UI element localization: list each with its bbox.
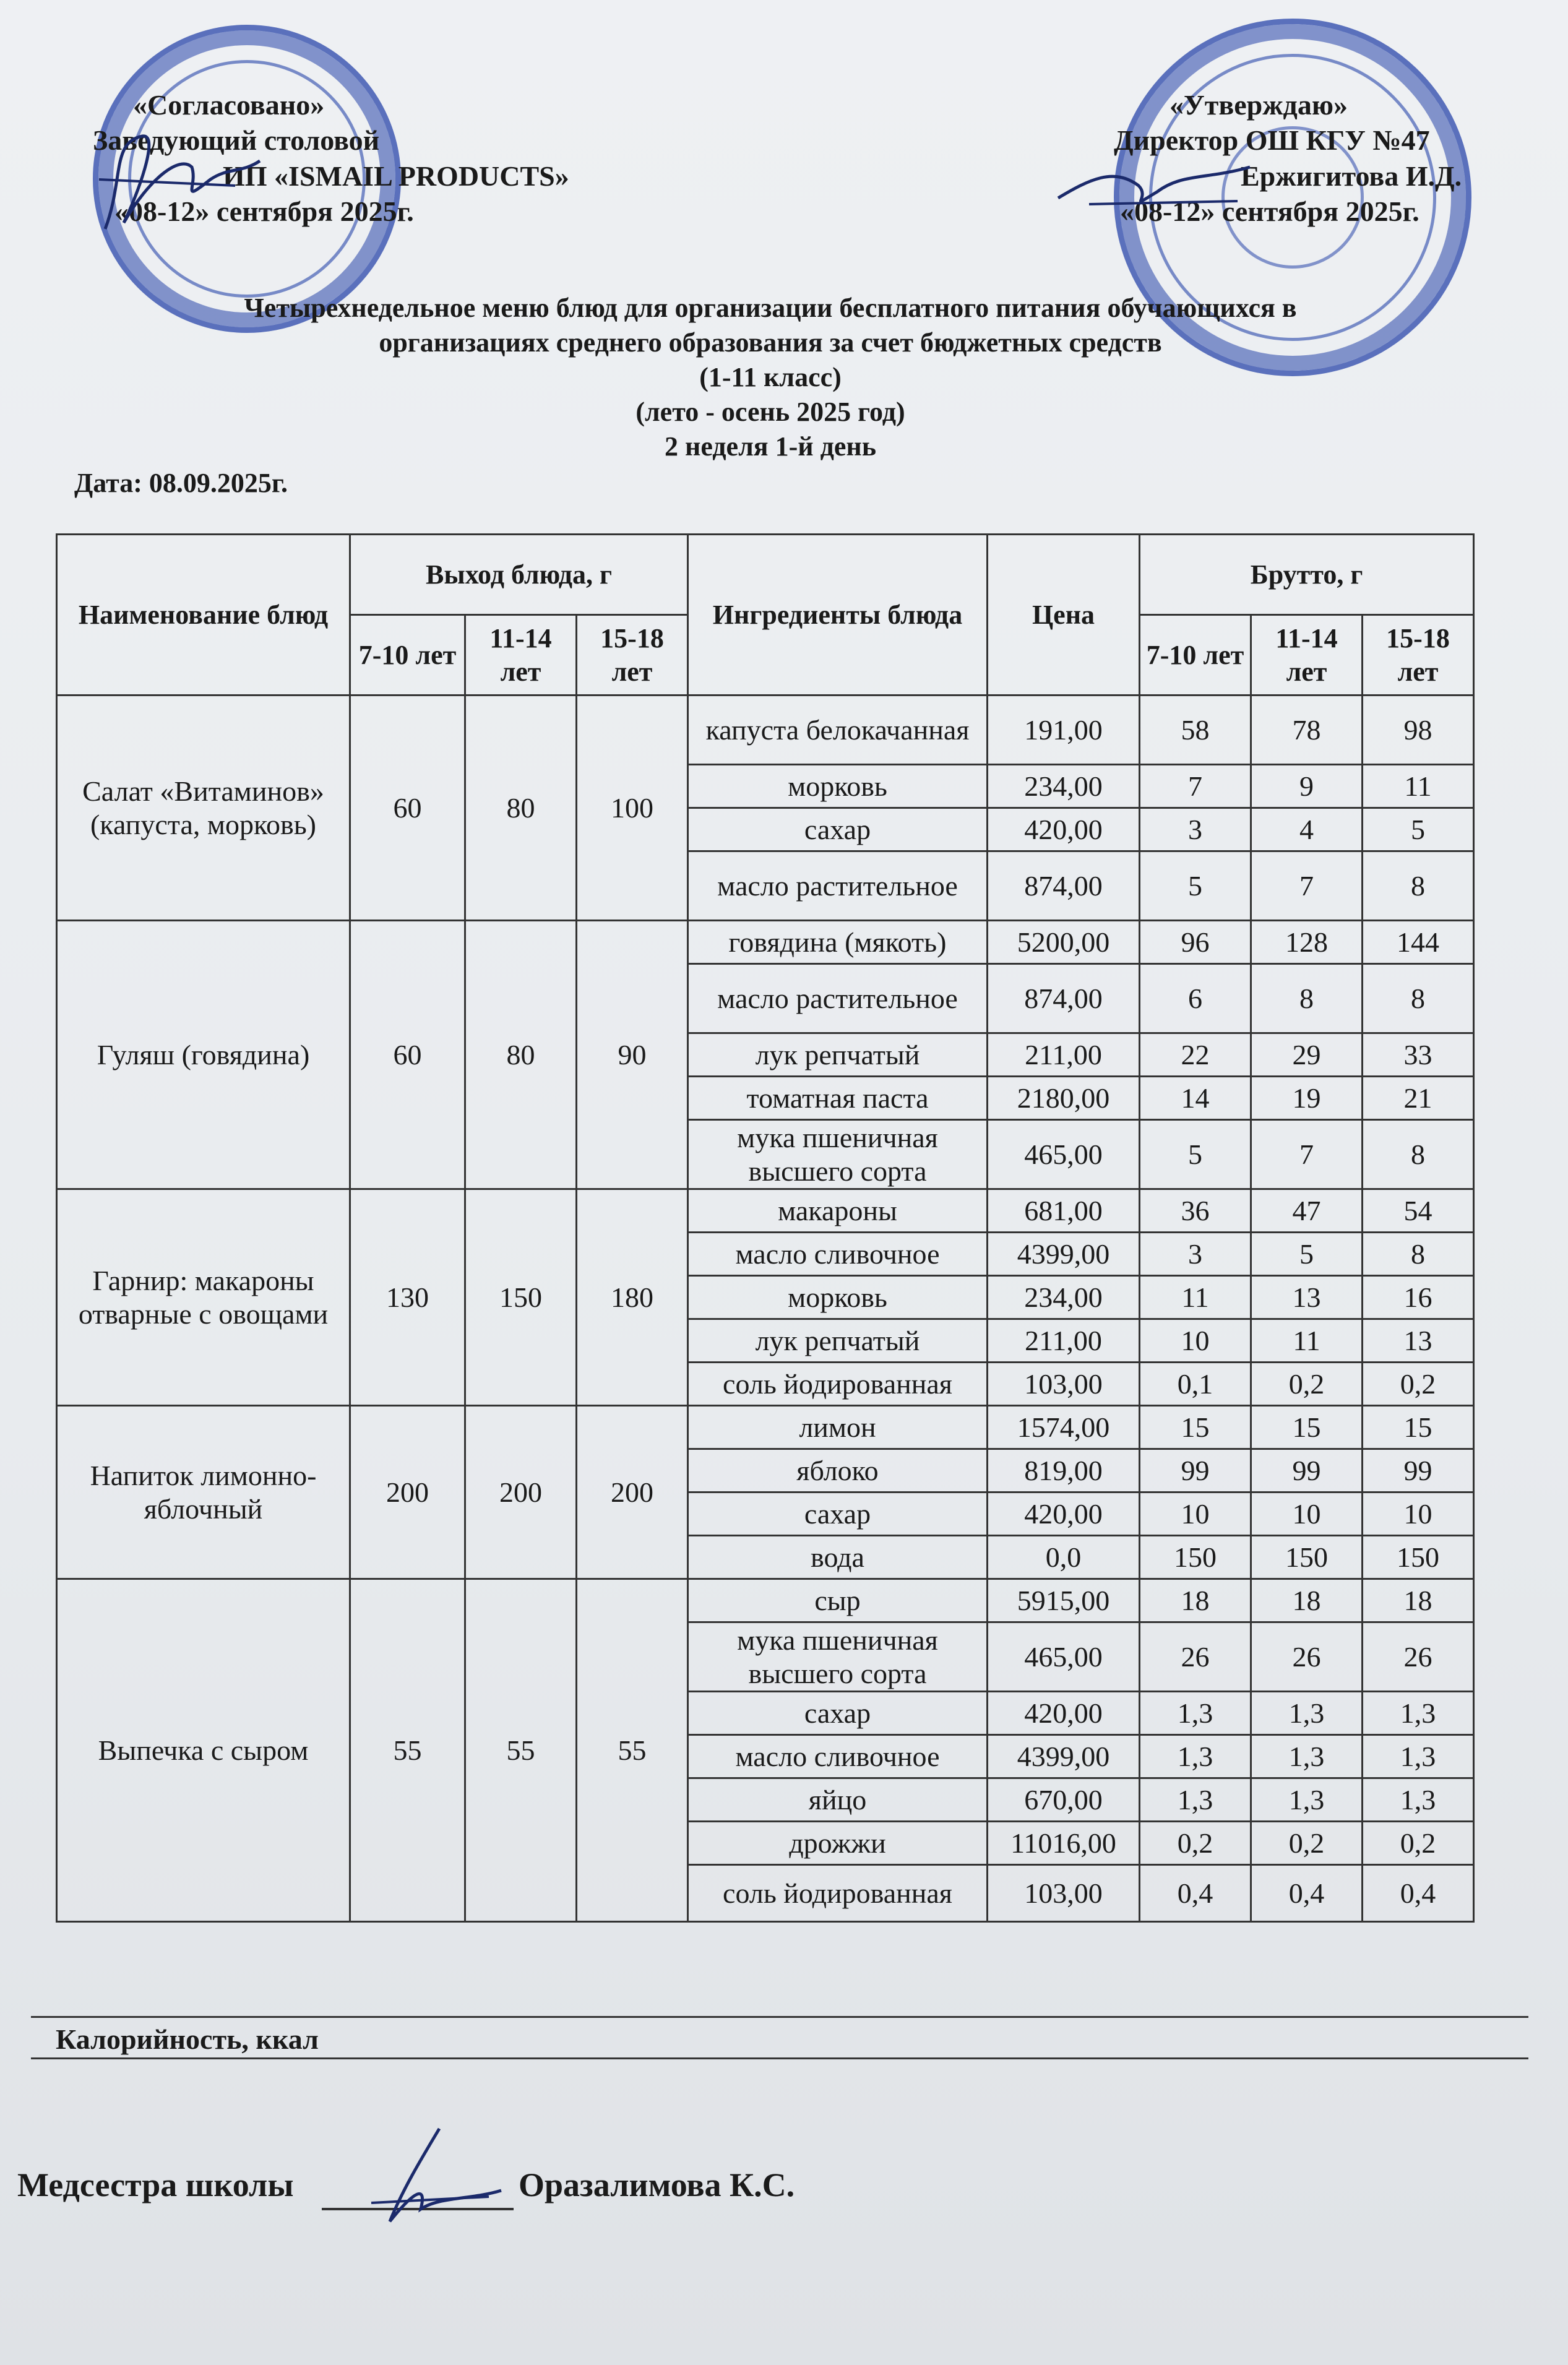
brutto-11-14: 0,4	[1251, 1865, 1363, 1922]
ingredient-name: вода	[688, 1536, 988, 1579]
ingredient-price: 211,00	[988, 1033, 1140, 1077]
calories-row: Калорийность, ккал	[31, 2016, 1528, 2059]
ingredient-price: 420,00	[988, 1692, 1140, 1735]
brutto-7-10: 10	[1140, 1493, 1251, 1536]
brutto-11-14: 1,3	[1251, 1735, 1363, 1778]
brutto-11-14: 8	[1251, 964, 1363, 1033]
header-brutto-7-10: 7-10 лет	[1140, 615, 1251, 696]
ingredient-name: сыр	[688, 1579, 988, 1622]
brutto-15-18: 8	[1363, 1120, 1474, 1189]
brutto-7-10: 10	[1140, 1319, 1251, 1363]
brutto-7-10: 0,2	[1140, 1822, 1251, 1865]
dish-output-7-10: 200	[350, 1406, 465, 1579]
ingredient-price: 103,00	[988, 1363, 1140, 1406]
brutto-7-10: 22	[1140, 1033, 1251, 1077]
header-brutto-11-14: 11-14 лет	[1251, 615, 1363, 696]
ingredient-name: морковь	[688, 765, 988, 808]
dish-name: Выпечка с сыром	[57, 1579, 350, 1922]
ingredient-name: томатная паста	[688, 1077, 988, 1120]
ingredient-name: яблоко	[688, 1449, 988, 1493]
brutto-11-14: 1,3	[1251, 1692, 1363, 1735]
dish-name: Напиток лимонно-яблочный	[57, 1406, 350, 1579]
brutto-15-18: 0,2	[1363, 1363, 1474, 1406]
ingredient-price: 211,00	[988, 1319, 1140, 1363]
dish-output-7-10: 55	[350, 1579, 465, 1922]
dish-output-11-14: 80	[465, 696, 577, 921]
ingredient-name: дрожжи	[688, 1822, 988, 1865]
ingredient-price: 4399,00	[988, 1735, 1140, 1778]
ingredient-row	[57, 696, 1474, 765]
brutto-7-10: 3	[1140, 808, 1251, 851]
brutto-11-14: 7	[1251, 1120, 1363, 1189]
ingredient-row	[57, 921, 1474, 964]
ingredient-name: яйцо	[688, 1778, 988, 1822]
brutto-7-10: 96	[1140, 921, 1251, 964]
brutto-15-18: 150	[1363, 1536, 1474, 1579]
ingredient-price: 234,00	[988, 1276, 1140, 1319]
dish-output-11-14: 55	[465, 1579, 577, 1922]
brutto-11-14: 15	[1251, 1406, 1363, 1449]
header-output: Выход блюда, г	[350, 535, 688, 615]
brutto-15-18: 8	[1363, 851, 1474, 921]
brutto-11-14: 13	[1251, 1276, 1363, 1319]
dish-name: Гуляш (говядина)	[57, 921, 350, 1189]
brutto-7-10: 14	[1140, 1077, 1251, 1120]
brutto-11-14: 26	[1251, 1622, 1363, 1692]
brutto-11-14: 10	[1251, 1493, 1363, 1536]
header-age-15-18: 15-18 лет	[577, 615, 688, 696]
title-line-3: (1-11 класс)	[699, 362, 842, 392]
director-name: Ержигитова И.Д.	[1241, 160, 1462, 192]
ingredient-price: 0,0	[988, 1536, 1140, 1579]
brutto-15-18: 144	[1363, 921, 1474, 964]
dish-output-15-18: 55	[577, 1579, 688, 1922]
brutto-15-18: 1,3	[1363, 1692, 1474, 1735]
brutto-15-18: 18	[1363, 1579, 1474, 1622]
brutto-11-14: 0,2	[1251, 1363, 1363, 1406]
ingredient-name: соль йодированная	[688, 1363, 988, 1406]
ingredient-name: говядина (мякоть)	[688, 921, 988, 964]
brutto-7-10: 6	[1140, 964, 1251, 1033]
dish-output-7-10: 60	[350, 921, 465, 1189]
ingredient-price: 5200,00	[988, 921, 1140, 964]
ingredient-price: 420,00	[988, 1493, 1140, 1536]
ingredient-price: 234,00	[988, 765, 1140, 808]
brutto-7-10: 18	[1140, 1579, 1251, 1622]
brutto-11-14: 1,3	[1251, 1778, 1363, 1822]
ingredient-price: 5915,00	[988, 1579, 1140, 1622]
brutto-15-18: 33	[1363, 1033, 1474, 1077]
brutto-7-10: 3	[1140, 1233, 1251, 1276]
ingredient-name: сахар	[688, 808, 988, 851]
ingredient-price: 465,00	[988, 1120, 1140, 1189]
brutto-15-18: 21	[1363, 1077, 1474, 1120]
ingredient-name: сахар	[688, 1692, 988, 1735]
title-line-1: Четырехнедельное меню блюд для организации бесплатного питания обучающихся в	[244, 293, 1297, 323]
ingredient-name: макароны	[688, 1189, 988, 1233]
brutto-15-18: 13	[1363, 1319, 1474, 1363]
brutto-7-10: 1,3	[1140, 1735, 1251, 1778]
brutto-7-10: 11	[1140, 1276, 1251, 1319]
brutto-7-10: 150	[1140, 1536, 1251, 1579]
dish-name: Гарнир: макароны отварные с овощами	[57, 1189, 350, 1406]
brutto-7-10: 99	[1140, 1449, 1251, 1493]
document-title	[111, 291, 1429, 464]
ingredient-price: 2180,00	[988, 1077, 1140, 1120]
menu-table	[56, 533, 1475, 1923]
brutto-15-18: 5	[1363, 808, 1474, 851]
dish-output-11-14: 80	[465, 921, 577, 1189]
brutto-11-14: 47	[1251, 1189, 1363, 1233]
brutto-15-18: 8	[1363, 964, 1474, 1033]
dish-output-7-10: 60	[350, 696, 465, 921]
header-brutto: Брутто, г	[1140, 535, 1474, 615]
brutto-7-10: 58	[1140, 696, 1251, 765]
brutto-11-14: 29	[1251, 1033, 1363, 1077]
ingredient-name: лук репчатый	[688, 1319, 988, 1363]
ingredient-row	[57, 1406, 1474, 1449]
ingredient-name: масло сливочное	[688, 1233, 988, 1276]
header-age-7-10: 7-10 лет	[350, 615, 465, 696]
brutto-15-18: 99	[1363, 1449, 1474, 1493]
ingredient-name: лимон	[688, 1406, 988, 1449]
brutto-7-10: 1,3	[1140, 1692, 1251, 1735]
brutto-7-10: 0,1	[1140, 1363, 1251, 1406]
brutto-7-10: 26	[1140, 1622, 1251, 1692]
ingredient-name: сахар	[688, 1493, 988, 1536]
dish-output-15-18: 180	[577, 1189, 688, 1406]
approve-date: «08-12» сентября 2025г.	[1120, 196, 1419, 227]
ingredient-price: 681,00	[988, 1189, 1140, 1233]
ingredient-price: 670,00	[988, 1778, 1140, 1822]
brutto-15-18: 54	[1363, 1189, 1474, 1233]
ingredient-name: капуста белокачанная	[688, 696, 988, 765]
brutto-7-10: 5	[1140, 851, 1251, 921]
title-line-4: (лето - осень 2025 год)	[635, 397, 905, 427]
title-line-2: организациях среднего образования за счет бюджетных средств	[379, 327, 1162, 358]
ingredient-price: 465,00	[988, 1622, 1140, 1692]
dish-output-7-10: 130	[350, 1189, 465, 1406]
dish-output-15-18: 200	[577, 1406, 688, 1579]
brutto-15-18: 1,3	[1363, 1778, 1474, 1822]
brutto-11-14: 9	[1251, 765, 1363, 808]
header-dish-name: Наименование блюд	[57, 535, 350, 696]
menu-date: Дата: 08.09.2025г.	[74, 468, 288, 498]
brutto-15-18: 0,4	[1363, 1865, 1474, 1922]
brutto-11-14: 5	[1251, 1233, 1363, 1276]
ingredient-name: лук репчатый	[688, 1033, 988, 1077]
brutto-11-14: 19	[1251, 1077, 1363, 1120]
ingredient-price: 819,00	[988, 1449, 1140, 1493]
brutto-11-14: 7	[1251, 851, 1363, 921]
brutto-15-18: 98	[1363, 696, 1474, 765]
ingredient-row	[57, 1579, 1474, 1622]
nurse-signature	[347, 2122, 507, 2234]
brutto-7-10: 0,4	[1140, 1865, 1251, 1922]
brutto-11-14: 128	[1251, 921, 1363, 964]
ingredient-price: 874,00	[988, 964, 1140, 1033]
brutto-11-14: 11	[1251, 1319, 1363, 1363]
brutto-15-18: 0,2	[1363, 1822, 1474, 1865]
brutto-7-10: 15	[1140, 1406, 1251, 1449]
dish-output-15-18: 100	[577, 696, 688, 921]
header-age-11-14: 11-14 лет	[465, 615, 577, 696]
director-signature	[1052, 142, 1256, 223]
brutto-15-18: 26	[1363, 1622, 1474, 1692]
brutto-7-10: 36	[1140, 1189, 1251, 1233]
ingredient-row	[57, 1189, 1474, 1233]
ingredient-name: масло растительное	[688, 851, 988, 921]
company-name: ИП «ISMAIL PRODUCTS»	[223, 160, 569, 192]
brutto-11-14: 4	[1251, 808, 1363, 851]
approve-label: «Утверждаю»	[1170, 89, 1348, 121]
dish-output-11-14: 150	[465, 1189, 577, 1406]
brutto-15-18: 11	[1363, 765, 1474, 808]
brutto-15-18: 15	[1363, 1406, 1474, 1449]
director-label: Директор ОШ КГУ №47	[1114, 124, 1430, 156]
ingredient-price: 420,00	[988, 808, 1140, 851]
ingredient-name: морковь	[688, 1276, 988, 1319]
brutto-15-18: 16	[1363, 1276, 1474, 1319]
agreed-label: «Согласовано»	[133, 89, 325, 121]
canteen-head-label: Заведующий столовой	[93, 124, 380, 156]
brutto-7-10: 7	[1140, 765, 1251, 808]
ingredient-price: 11016,00	[988, 1822, 1140, 1865]
brutto-11-14: 18	[1251, 1579, 1363, 1622]
brutto-7-10: 1,3	[1140, 1778, 1251, 1822]
dish-output-15-18: 90	[577, 921, 688, 1189]
brutto-15-18: 1,3	[1363, 1735, 1474, 1778]
title-line-5: 2 неделя 1-й день	[665, 431, 876, 462]
ingredient-name: масло растительное	[688, 964, 988, 1033]
nurse-label: Медсестра школы	[17, 2166, 294, 2203]
ingredient-price: 874,00	[988, 851, 1140, 921]
nurse-name: Оразалимова К.С.	[519, 2166, 795, 2203]
brutto-7-10: 5	[1140, 1120, 1251, 1189]
dish-name: Салат «Витаминов» (капуста, морковь)	[57, 696, 350, 921]
agreed-date: «08-12» сентября 2025г.	[114, 196, 414, 227]
brutto-11-14: 0,2	[1251, 1822, 1363, 1865]
brutto-11-14: 78	[1251, 696, 1363, 765]
header-price: Цена	[988, 535, 1140, 696]
ingredient-price: 191,00	[988, 696, 1140, 765]
ingredient-name: соль йодированная	[688, 1865, 988, 1922]
ingredient-price: 103,00	[988, 1865, 1140, 1922]
ingredient-name: мука пшеничная высшего сорта	[688, 1622, 988, 1692]
header-ingredients: Ингредиенты блюда	[688, 535, 988, 696]
canteen-head-signature	[87, 105, 272, 254]
brutto-15-18: 10	[1363, 1493, 1474, 1536]
header-brutto-15-18: 15-18 лет	[1363, 615, 1474, 696]
ingredient-name: масло сливочное	[688, 1735, 988, 1778]
brutto-15-18: 8	[1363, 1233, 1474, 1276]
menu-table-body	[57, 696, 1474, 1922]
dish-output-11-14: 200	[465, 1406, 577, 1579]
ingredient-price: 4399,00	[988, 1233, 1140, 1276]
ingredient-name: мука пшеничная высшего сорта	[688, 1120, 988, 1189]
brutto-11-14: 150	[1251, 1536, 1363, 1579]
ingredient-price: 1574,00	[988, 1406, 1140, 1449]
brutto-11-14: 99	[1251, 1449, 1363, 1493]
